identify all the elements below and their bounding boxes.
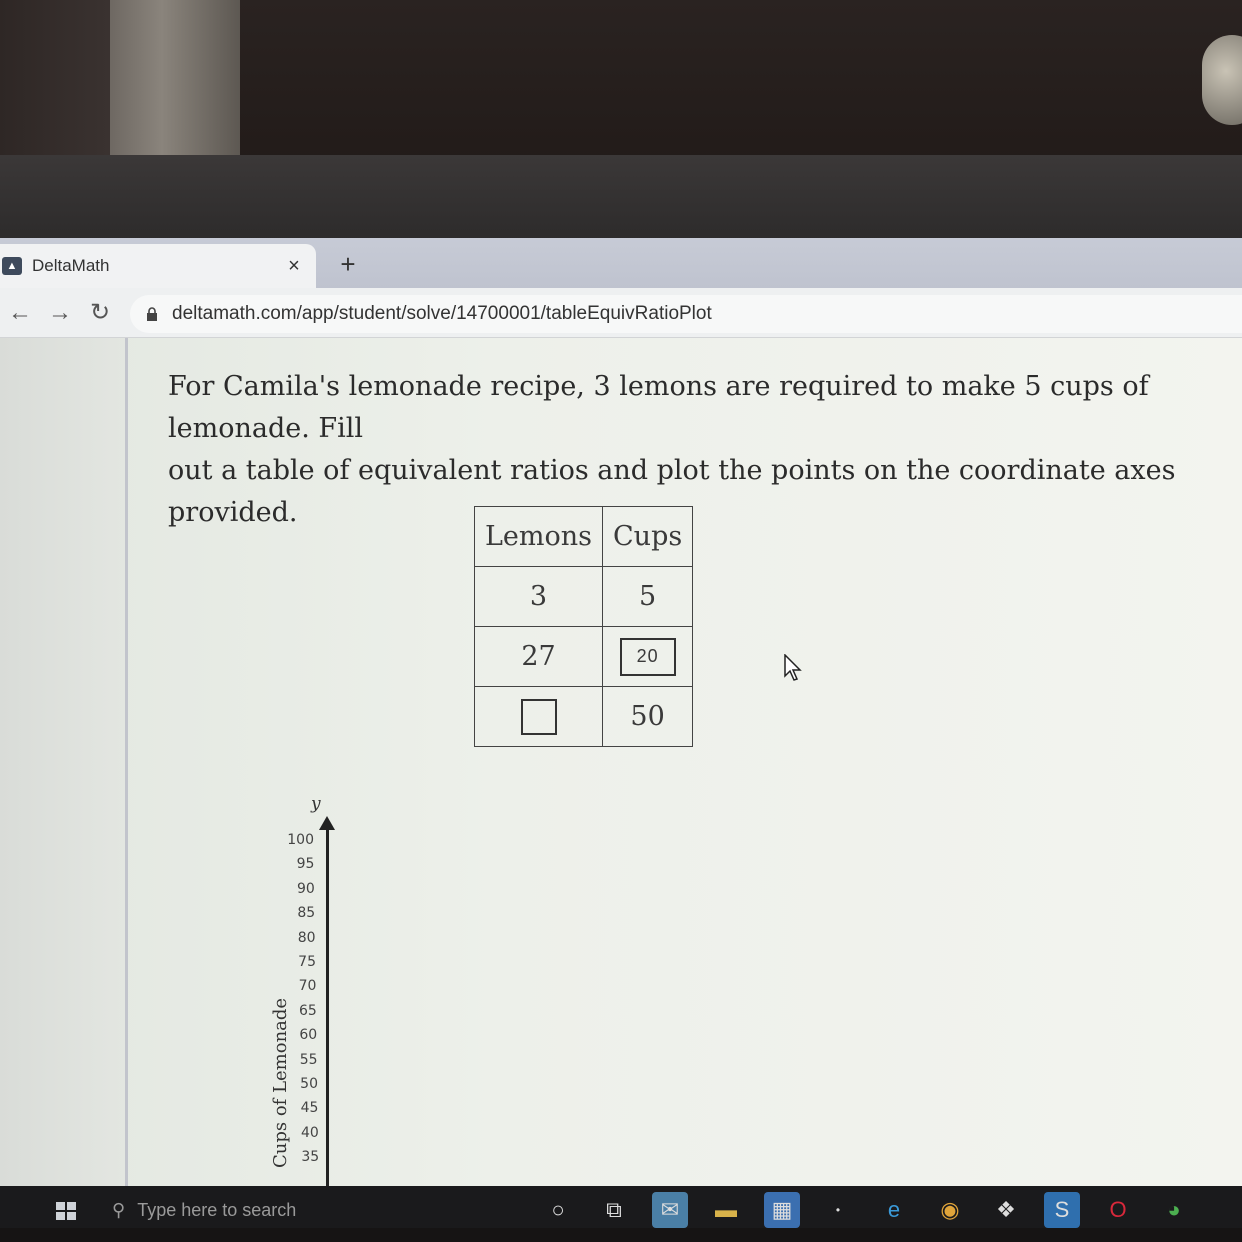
tab-deltamath[interactable]	[0, 244, 316, 288]
new-tab-button[interactable]: +	[340, 248, 356, 279]
app-s-icon[interactable]: S	[1044, 1192, 1080, 1228]
screen	[0, 238, 1242, 1228]
y-axis[interactable]	[326, 826, 329, 1228]
background-object	[1202, 35, 1242, 125]
table-row	[475, 687, 693, 747]
mail-icon[interactable]: ✉	[652, 1192, 688, 1228]
cortana-icon[interactable]: ○	[551, 1197, 565, 1222]
y-tick-label: 80	[297, 929, 316, 946]
y-tick-label: 65	[298, 1002, 317, 1019]
taskbar-search-placeholder: Type here to search	[137, 1199, 297, 1220]
monitor-bezel	[0, 155, 1242, 240]
y-tick-label: 100	[287, 832, 314, 848]
lock-icon	[144, 306, 160, 322]
taskbar-search[interactable]	[112, 1196, 296, 1224]
cell-lemons-input-container	[475, 687, 603, 747]
tab-title: DeltaMath	[32, 256, 110, 275]
y-tick-label: 35	[301, 1149, 320, 1166]
url-text: deltamath.com/app/student/solve/14700001/tableEquivRatioPlot	[172, 303, 712, 324]
file-explorer-icon[interactable]: ▬	[715, 1197, 737, 1222]
y-axis-variable: y	[311, 794, 321, 814]
cell-lemons: 27	[475, 627, 603, 687]
y-tick-label: 40	[300, 1124, 319, 1141]
y-tick-label: 75	[298, 954, 316, 970]
background-wall	[0, 0, 110, 155]
header-lemons: Lemons	[475, 507, 603, 567]
reload-icon[interactable]: ↻	[89, 299, 111, 326]
y-tick-label: 60	[299, 1027, 318, 1044]
opera-icon[interactable]: O	[1109, 1197, 1127, 1222]
close-tab-icon[interactable]: ×	[288, 254, 300, 277]
header-cups: Cups	[603, 507, 693, 567]
monitor-bottom-bezel	[0, 1228, 1242, 1242]
mouse-cursor-icon	[784, 654, 802, 682]
taskbar-apps	[540, 1192, 1192, 1228]
background-post	[110, 0, 240, 155]
table-row	[475, 627, 693, 687]
task-view-icon[interactable]: ⧉	[606, 1197, 622, 1222]
app-icon[interactable]: •	[835, 1203, 841, 1217]
cell-cups: 50	[603, 687, 693, 747]
y-tick-label: 45	[300, 1100, 319, 1117]
y-tick-label: 70	[298, 978, 317, 995]
cups-answer-input[interactable]: 20	[620, 638, 676, 676]
question-line-1: For Camila's lemonade recipe, 3 lemons are required to make 5 cups of lemonade. Fill	[168, 371, 1149, 444]
chrome-icon[interactable]: ◕	[1167, 1197, 1181, 1222]
y-tick-label: 50	[300, 1076, 318, 1092]
cell-cups-input-container	[603, 627, 693, 687]
ratio-table	[474, 506, 693, 747]
deltamath-favicon-icon: ▲	[2, 257, 22, 275]
y-axis-title: Cups of Lemonade	[270, 997, 291, 1168]
tab-bar	[0, 238, 1242, 288]
chrome-canary-icon[interactable]: ◉	[940, 1197, 960, 1222]
search-icon: ⚲	[112, 1199, 126, 1220]
y-tick-label: 55	[299, 1051, 318, 1068]
browser-toolbar	[0, 288, 1242, 338]
back-icon[interactable]: ←	[8, 298, 32, 326]
table-header-row	[475, 507, 693, 567]
left-sidebar	[0, 338, 128, 1228]
table-row	[475, 567, 693, 627]
y-tick-label: 90	[296, 880, 315, 897]
lemons-answer-input[interactable]	[521, 699, 557, 735]
edge-icon[interactable]: e	[887, 1197, 901, 1222]
windows-start-icon[interactable]	[56, 1202, 76, 1220]
dropbox-icon[interactable]: ❖	[996, 1197, 1016, 1222]
cell-cups: 5	[603, 567, 693, 627]
y-tick-label: 85	[297, 905, 316, 922]
page-content	[0, 338, 1242, 1228]
question-text	[168, 366, 1242, 534]
background-room	[0, 0, 1242, 240]
question-line-2: out a table of equivalent ratios and plot the points on the coordinate axes provided.	[168, 455, 1176, 528]
forward-icon[interactable]: →	[48, 298, 72, 326]
cell-lemons: 3	[475, 567, 603, 627]
y-tick-label: 95	[296, 856, 315, 873]
address-bar[interactable]	[130, 295, 1242, 333]
windows-taskbar	[0, 1186, 1242, 1234]
store-icon[interactable]: ▦	[764, 1192, 800, 1228]
